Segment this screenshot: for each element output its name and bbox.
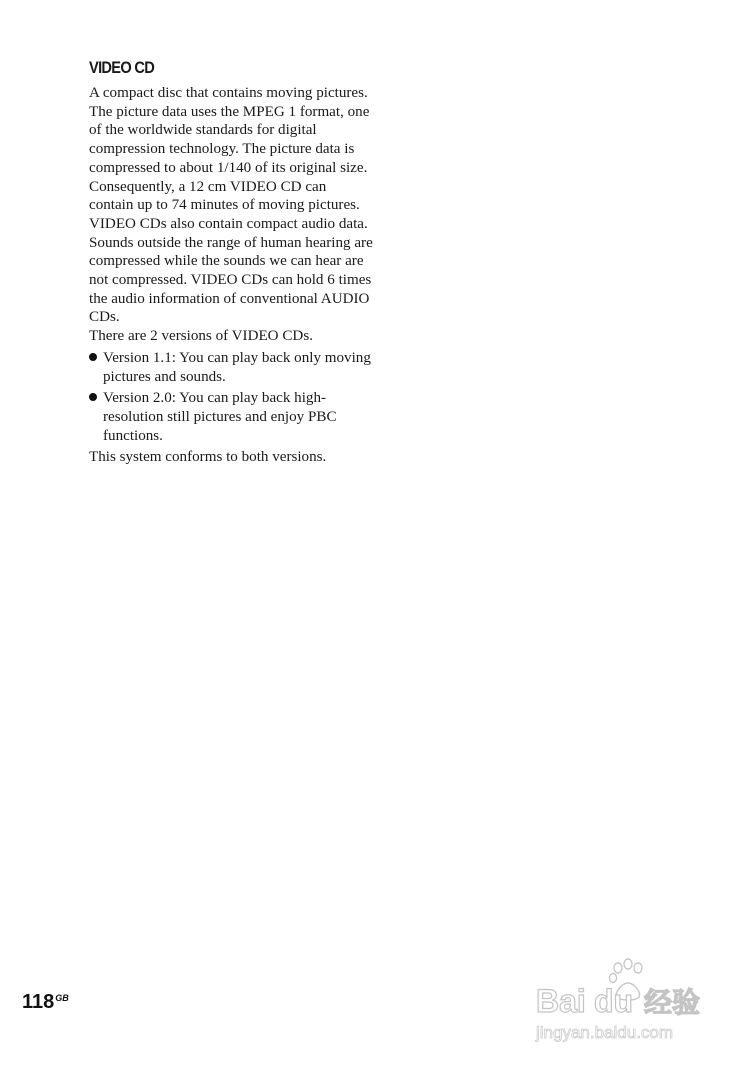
version-list: [89, 349, 374, 446]
svg-text:du: du: [594, 983, 634, 1019]
svg-text:jingyan.baidu.com: jingyan.baidu.com: [536, 1023, 674, 1042]
paragraph-5: There are 2 versions of VIDEO CDs.: [89, 328, 313, 345]
paragraph-2: The picture data uses the MPEG 1 format, one of the worldwide standards for digital compression technology. The picture data is compressed to about 1/140 of its original size. Consequently, a 12 cm VIDEO CD can contain up to 74 minutes of moving pictures.: [89, 103, 370, 214]
list-item: [89, 349, 374, 386]
svg-text:经验: 经验: [644, 987, 701, 1018]
list-item: [89, 389, 374, 445]
paragraph-4: Sounds outside the range of human hearing are compressed while the sounds we can hear are not compressed. VIDEO CDs can hold 6 times the audio information of conventional AUDIO CDs.: [89, 234, 373, 326]
svg-text:Bai: Bai: [536, 983, 586, 1019]
page-number-value: 118: [22, 991, 55, 1013]
list-item-text: Version 1.1: You can play back only moving pictures and sounds.: [103, 349, 371, 385]
bullet-icon: [89, 353, 97, 361]
page-number-suffix: GB: [55, 993, 69, 1003]
page-number: [22, 991, 69, 1014]
section-heading: VIDEO CD: [89, 58, 155, 77]
main-content: [89, 58, 374, 467]
baidu-watermark-logo: [532, 958, 712, 1048]
paragraph-3: VIDEO CDs also contain compact audio data.: [89, 215, 368, 232]
paragraph-1: A compact disc that contains moving pictures.: [89, 85, 368, 101]
list-item-text: Version 2.0: You can play back high-resolution still pictures and enjoy PBC functions.: [103, 390, 337, 444]
closing-paragraph: This system conforms to both versions.: [89, 449, 327, 466]
bullet-icon: [89, 393, 97, 401]
